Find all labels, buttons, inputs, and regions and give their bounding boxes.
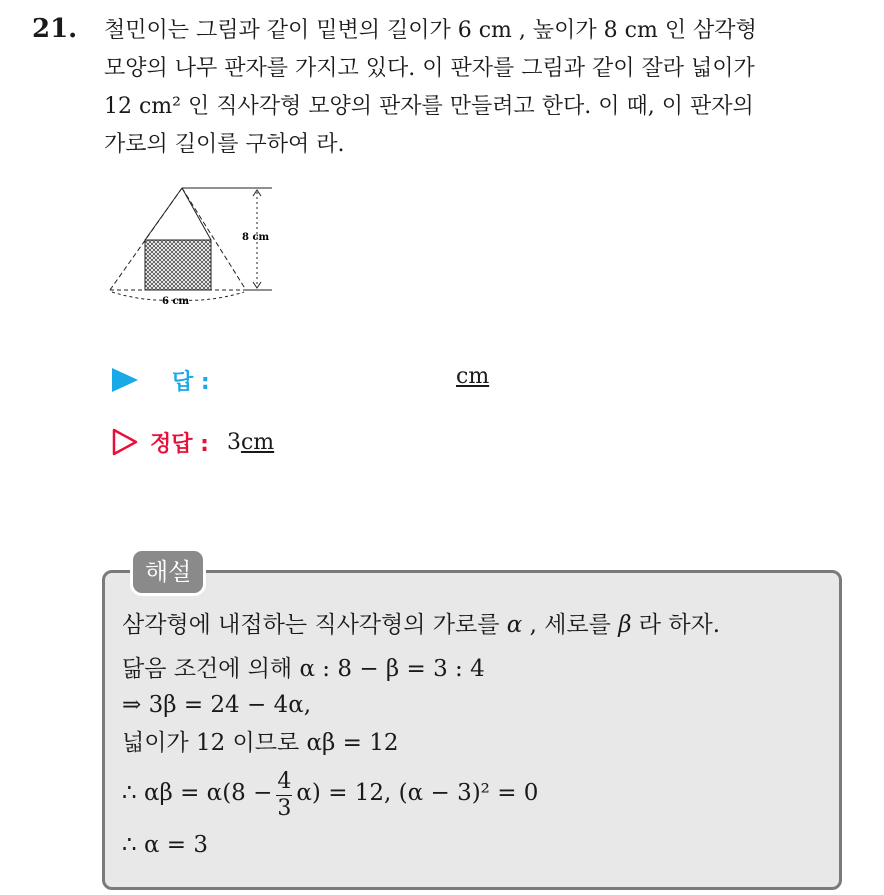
answer-field[interactable]: cm xyxy=(456,364,490,389)
solution-line-1: 삼각형에 내접하는 직사각형의 가로를 α , 세로를 β 라 하자. xyxy=(122,612,721,638)
correct-answer-unit: cm xyxy=(240,429,275,455)
correct-answer-label: 정답 : xyxy=(150,431,209,457)
solution-tag: 해설 xyxy=(130,548,206,596)
fraction: $\frac{4}{3}$ xyxy=(277,768,292,821)
play-triangle-icon xyxy=(112,368,138,392)
solution-line-4: 넓이가 12 이므로 αβ = 12 xyxy=(122,730,399,756)
question-line: 가로의 길이를 구하여 라. xyxy=(104,132,345,157)
question-line: 12 cm² 인 직사각형 모양의 판자를 만들려고 한다. 이 때, 이 판자의 xyxy=(104,94,754,119)
answer-label: 답 : xyxy=(172,369,210,395)
solution-line-3: ⇒ 3β = 24 − 4α, xyxy=(122,692,312,718)
question-line: 철민이는 그림과 같이 밑변의 길이가 6 cm , 높이가 8 cm 인 삼각형 xyxy=(104,18,757,43)
solution-line-2: 닮음 조건에 의해 α : 8 − β = 3 : 4 xyxy=(122,656,485,682)
solution-line-6: ∴ α = 3 xyxy=(122,832,209,858)
outline-triangle-icon xyxy=(112,428,138,456)
solution-line-5: ∴ αβ = α(8 − $\frac{4}{3}$ α) = 12, (α − 3)² = 0 xyxy=(122,768,539,821)
height-label: 8 cm xyxy=(242,232,270,243)
inscribed-rectangle xyxy=(145,240,211,290)
base-label: 6 cm xyxy=(162,296,190,307)
answer-row xyxy=(112,362,210,398)
question-text xyxy=(104,12,864,164)
question-line: 모양의 나무 판자를 가지고 있다. 이 판자를 그림과 같이 잘라 넓이가 xyxy=(104,56,755,81)
question-number: 21. xyxy=(32,14,78,44)
triangle-figure xyxy=(104,180,284,316)
correct-answer-row xyxy=(112,424,274,460)
correct-answer-value: 3cm xyxy=(226,429,275,455)
